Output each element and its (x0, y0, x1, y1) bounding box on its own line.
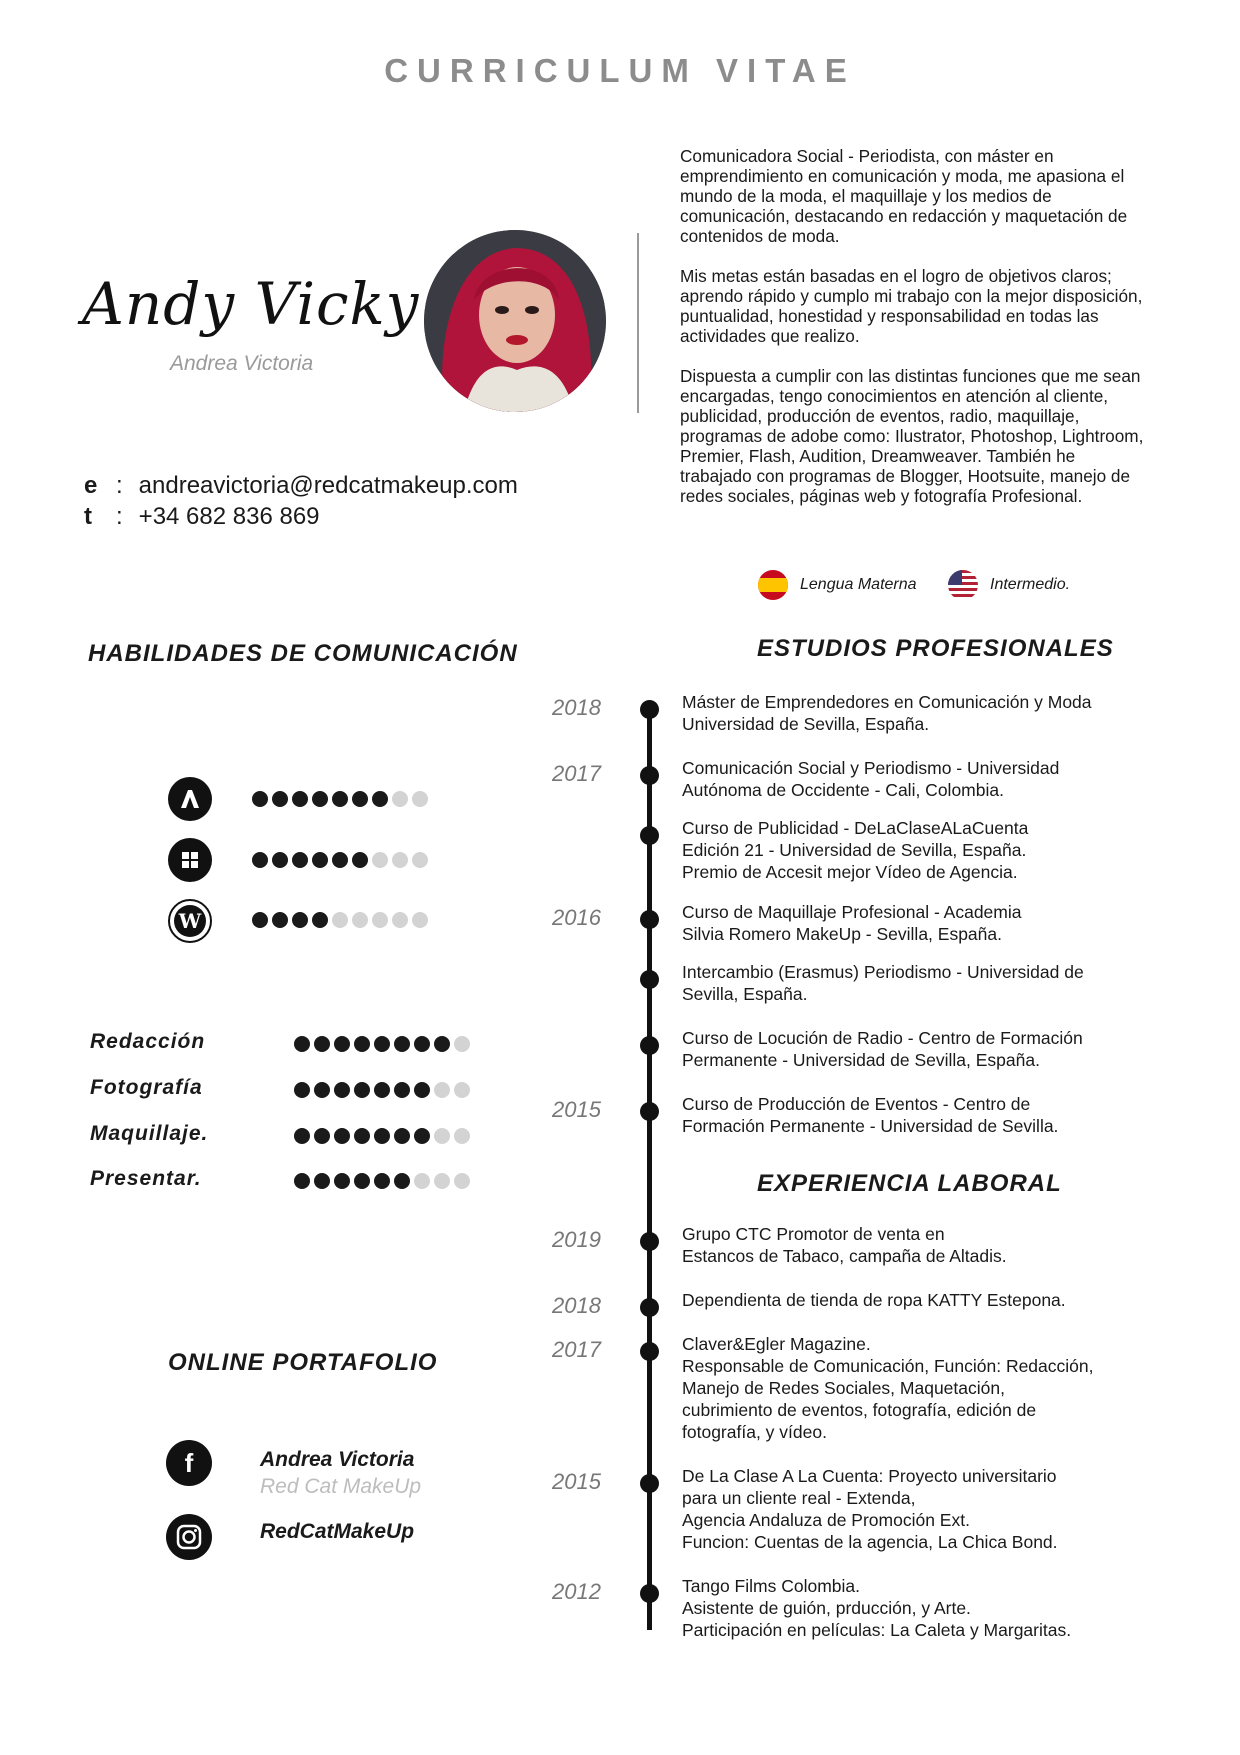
skill-dot-filled (294, 1036, 310, 1052)
timeline-year: 2017 (552, 761, 601, 786)
entry-line: Silvia Romero MakeUp - Sevilla, España. (682, 924, 1002, 944)
entry-line: Asistente de guión, prducción, y Arte. (682, 1598, 971, 1618)
skill-dot-filled (414, 1036, 430, 1052)
skill-dot-filled (332, 852, 348, 868)
entry-line: Grupo CTC Promotor de venta en (682, 1224, 945, 1244)
skill-dot-filled (294, 1173, 310, 1189)
timeline-year: 2019 (552, 1227, 601, 1252)
entry-line: Autónoma de Occidente - Cali, Colombia. (682, 780, 1004, 800)
skill-label: Redacción (90, 1030, 206, 1053)
timeline-dot (640, 1102, 659, 1121)
timeline-year: 2012 (552, 1579, 601, 1604)
skill-dot-filled (334, 1036, 350, 1052)
skill-dot-empty (434, 1082, 450, 1098)
skill-dot-filled (294, 1082, 310, 1098)
entry-line: Claver&Egler Magazine. (682, 1334, 871, 1354)
skill-dot-empty (454, 1082, 470, 1098)
phone-key: t (84, 503, 92, 530)
entry-line: cubrimiento de eventos, fotografía, edición de (682, 1400, 1037, 1420)
skill-dot-filled (312, 791, 328, 807)
skill-dot-filled (374, 1128, 390, 1144)
skill-dot-filled (334, 1173, 350, 1189)
entry-line: Curso de Publicidad - DeLaClaseALaCuenta (682, 818, 1029, 838)
about-paragraph: Dispuesta a cumplir con las distintas funciones que me sean encargadas, tengo conocimientos en atención al cliente, publicidad, producción de eventos, radio, maquillaje, programas de adobe como: Ilustrator, Photoshop, Lightroom, Premier, Flash, Audition, Dreamweaver. También he trabajado con programas de Blogger, Hootsuite, manejo de redes sociales, páginas web y fotografía Profesional. (680, 366, 1144, 506)
entry-line: Manejo de Redes Sociales, Maquetación, (682, 1378, 1005, 1398)
timeline-dot (640, 910, 659, 929)
skill-dot-filled (314, 1036, 330, 1052)
timeline-dot (640, 1342, 659, 1361)
email-value[interactable]: andreavictoria@redcatmakeup.com (138, 472, 518, 499)
contact-phone-row (84, 501, 518, 532)
skill-dot-empty (454, 1128, 470, 1144)
skill-dot-filled (334, 1128, 350, 1144)
entry-line: Sevilla, España. (682, 984, 808, 1004)
timeline-entry (682, 1333, 1162, 1443)
entry-line: Permanente - Universidad de Sevilla, España. (682, 1050, 1040, 1070)
skill-dot-filled (374, 1036, 390, 1052)
skill-dot-empty (392, 852, 408, 868)
entry-line: Comunicación Social y Periodismo - Universidad (682, 758, 1060, 778)
timeline-entry (682, 817, 1162, 883)
timeline-year: 2015 (552, 1469, 601, 1494)
skill-dot-empty (454, 1036, 470, 1052)
facebook-icon[interactable]: f (166, 1440, 212, 1486)
contact-email-row (84, 470, 518, 501)
divider-line (637, 233, 639, 413)
skill-dot-filled (374, 1082, 390, 1098)
skill-label: Maquillaje. (90, 1122, 209, 1145)
entry-line: Edición 21 - Universidad de Sevilla, España. (682, 840, 1027, 860)
about-paragraph: Comunicadora Social - Periodista, con máster en emprendimiento en comunicación y moda, me apasiona el mundo de la moda, el maquillaje y los medios de comunicación, destacando en redacción y maquetación de contenidos de moda. (680, 146, 1128, 246)
profile-subname: Andrea Victoria (170, 352, 314, 375)
instagram-icon[interactable] (166, 1514, 212, 1560)
skill-dot-filled (394, 1128, 410, 1144)
skill-dot-filled (252, 912, 268, 928)
skill-dot-empty (454, 1173, 470, 1189)
skill-dot-filled (292, 791, 308, 807)
timeline-dot (640, 766, 659, 785)
skill-dot-filled (414, 1082, 430, 1098)
skill-dots (294, 1036, 470, 1052)
entry-line: Curso de Locución de Radio - Centro de Formación (682, 1028, 1083, 1048)
timeline-dot (640, 1036, 659, 1055)
skill-dot-filled (272, 791, 288, 807)
entry-line: Tango Films Colombia. (682, 1576, 860, 1596)
profile-photo-illustration (424, 230, 606, 412)
skill-dot-filled (434, 1036, 450, 1052)
entry-line: Intercambio (Erasmus) Periodismo - Universidad de (682, 962, 1084, 982)
skill-dot-filled (394, 1082, 410, 1098)
skill-dot-empty (392, 791, 408, 807)
adobe-icon (168, 777, 212, 821)
entry-line: Participación en películas: La Caleta y Margaritas. (682, 1620, 1072, 1640)
timeline-dot (640, 1584, 659, 1603)
timeline-entry (682, 1223, 1162, 1267)
timeline-dot (640, 1474, 659, 1493)
entry-line: Curso de Maquillaje Profesional - Academia (682, 902, 1022, 922)
entry-line: Funcion: Cuentas de la agencia, La Chica Bond. (682, 1532, 1058, 1552)
skill-dot-filled (272, 912, 288, 928)
wordpress-icon (168, 899, 212, 943)
skill-dots-adobe (252, 791, 428, 807)
skill-dots (294, 1082, 470, 1098)
skill-dot-filled (332, 791, 348, 807)
skill-dot-filled (394, 1036, 410, 1052)
skill-dots-wordpress (252, 912, 428, 928)
entry-line: Formación Permanente - Universidad de Sevilla. (682, 1116, 1059, 1136)
skill-dots-windows (252, 852, 428, 868)
skill-dot-filled (292, 852, 308, 868)
skill-dot-filled (372, 791, 388, 807)
skill-dot-empty (434, 1173, 450, 1189)
skill-dot-empty (372, 912, 388, 928)
timeline-entry (682, 961, 1162, 1005)
skill-dot-filled (354, 1128, 370, 1144)
experience-heading: EXPERIENCIA LABORAL (757, 1170, 1062, 1197)
entry-line: Dependienta de tienda de ropa KATTY Estepona. (682, 1290, 1066, 1310)
timeline-entry (682, 691, 1162, 735)
contact-block (84, 470, 518, 532)
timeline-year: 2018 (552, 1293, 601, 1318)
skill-dot-filled (374, 1173, 390, 1189)
page-title: CURRICULUM VITAE (384, 52, 856, 89)
timeline-dot (640, 700, 659, 719)
skill-dot-filled (352, 791, 368, 807)
skill-dot-filled (292, 912, 308, 928)
timeline-entry (682, 1027, 1162, 1071)
timeline-year: 2016 (552, 905, 601, 930)
language-english (948, 568, 1070, 602)
skill-dot-filled (414, 1128, 430, 1144)
skill-dot-filled (354, 1082, 370, 1098)
skill-dot-empty (332, 912, 348, 928)
skill-dots (294, 1128, 470, 1144)
skill-dot-filled (334, 1082, 350, 1098)
entry-line: Curso de Producción de Eventos - Centro de (682, 1094, 1031, 1114)
windows-icon (168, 838, 212, 882)
svg-text:W: W (178, 909, 202, 933)
skill-dot-filled (312, 852, 328, 868)
entry-line: Agencia Andaluza de Promoción Ext. (682, 1510, 970, 1530)
skill-dot-filled (352, 852, 368, 868)
skill-dot-filled (294, 1128, 310, 1144)
timeline-entry (682, 1575, 1162, 1641)
skill-label: Presentar. (90, 1167, 202, 1190)
timeline-dot (640, 1232, 659, 1251)
skill-dot-empty (412, 791, 428, 807)
skills-heading: HABILIDADES DE COMUNICACIÓN (88, 640, 518, 667)
phone-value[interactable]: +34 682 836 869 (138, 503, 320, 530)
separator: : (116, 472, 123, 499)
timeline-entry (682, 1093, 1162, 1137)
about-section (680, 146, 1150, 526)
skill-dot-empty (372, 852, 388, 868)
skill-dot-empty (392, 912, 408, 928)
timeline-dot (640, 970, 659, 989)
skill-dots (294, 1173, 470, 1189)
entry-line: Universidad de Sevilla, España. (682, 714, 930, 734)
profile-name: Andy Vicky (82, 270, 420, 338)
timeline-dot (640, 1298, 659, 1317)
skill-dot-filled (354, 1036, 370, 1052)
language-label: Lengua Materna (800, 576, 917, 593)
portfolio-heading: ONLINE PORTAFOLIO (168, 1349, 438, 1376)
entry-line: fotografía, y vídeo. (682, 1422, 827, 1442)
entry-line: Premio de Accesit mejor Vídeo de Agencia. (682, 862, 1018, 882)
skill-dot-filled (314, 1128, 330, 1144)
timeline-entry (682, 1465, 1162, 1553)
skill-dot-filled (312, 912, 328, 928)
entry-line: Estancos de Tabaco, campaña de Altadis. (682, 1246, 1007, 1266)
facebook-subname: Red Cat MakeUp (260, 1475, 422, 1498)
entry-line: para un cliente real - Extenda, (682, 1488, 916, 1508)
skill-dot-filled (272, 852, 288, 868)
skill-dot-empty (412, 852, 428, 868)
skill-dot-filled (314, 1082, 330, 1098)
instagram-name[interactable]: RedCatMakeUp (260, 1520, 415, 1543)
email-key: e (84, 472, 98, 499)
spain-flag-icon (758, 570, 788, 600)
entry-line: De La Clase A La Cuenta: Proyecto universitario (682, 1466, 1057, 1486)
usa-flag-icon (948, 570, 978, 600)
skill-dot-filled (354, 1173, 370, 1189)
language-native (758, 568, 917, 602)
skill-dot-empty (434, 1128, 450, 1144)
timeline-year: 2015 (552, 1097, 601, 1122)
timeline-entry (682, 1289, 1162, 1311)
skill-label: Fotografía (90, 1076, 203, 1099)
timeline-dot (640, 826, 659, 845)
skill-dot-empty (414, 1173, 430, 1189)
skill-dot-empty (352, 912, 368, 928)
about-paragraph: Mis metas están basadas en el logro de objetivos claros; aprendo rápido y cumplo mi trabajo con la mejor disposición, puntualidad, honestidad y responsabilidad en todas las actividades que realizo. (680, 266, 1143, 346)
entry-line: Máster de Emprendedores en Comunicación y Moda (682, 692, 1092, 712)
studies-heading: ESTUDIOS PROFESIONALES (757, 635, 1114, 662)
profile-photo (424, 230, 606, 412)
skill-dot-filled (252, 852, 268, 868)
timeline-entry (682, 757, 1162, 801)
skill-dot-filled (252, 791, 268, 807)
timeline-year: 2018 (552, 695, 601, 720)
entry-line: Responsable de Comunicación, Función: Redacción, (682, 1356, 1094, 1376)
language-label: Intermedio. (990, 576, 1071, 593)
separator: : (116, 503, 123, 530)
skill-dot-empty (412, 912, 428, 928)
timeline-year: 2017 (552, 1337, 601, 1362)
skill-dot-filled (394, 1173, 410, 1189)
timeline-entry (682, 901, 1162, 945)
facebook-name[interactable]: Andrea Victoria (260, 1448, 415, 1471)
skill-dot-filled (314, 1173, 330, 1189)
